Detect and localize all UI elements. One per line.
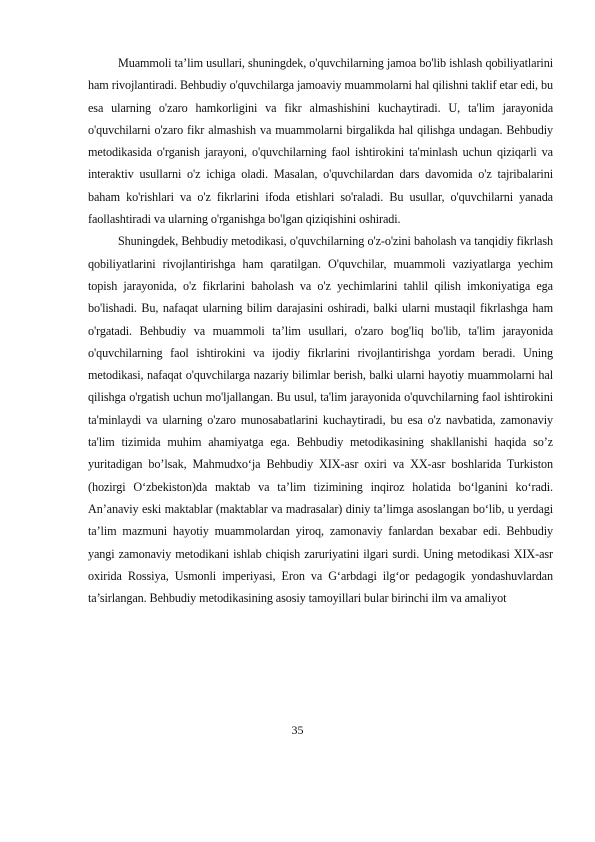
page-number: 35 (291, 723, 304, 737)
paragraph-2: Shuningdek, Behbudiy metodikasi, o'quvchilarning o'z-o'zini baholash va tanqidiy fikrlash qobiliyatlarini rivojlantirishga ham qaratilgan. O'quvchilar, muammoli vaziyatlarga yechim topish jarayonida, o'z fikrlarini baholash va o'z yechimlarini tahlil qilish imkoniyatiga ega bo'lishadi. Bu, nafaqat ularning bilim darajasini oshiradi, balki ularni mustaqil fikrlashga ham o'rgatadi. Behbudiy va muammoli ta’lim usullari, o'zaro bog'liq bo'lib, ta'lim jarayonida o'quvchilarning faol ishtirokini va ijodiy fikrlarini rivojlantirishga yordam beradi. Uning metodikasi, nafaqat o'quvchilarga nazariy bilimlar berish, balki ularni hayotiy muammolarni hal qilishga o'rgatish uchun mo'ljallangan. Bu usul, ta'lim jarayonida o'quvchilarning faol ishtirokini ta'minlaydi va ularning o'zaro munosabatlarini kuchaytiradi, bu esa o'z navbatida, zamonaviy ta'lim tizimida muhim ahamiyatga ega. Behbudiy metodikasining shakllanishi haqida so’z yuritadigan bo’lsak, Mahmudxo‘ja Behbudiy XIX-asr oxiri va XX-asr boshlarida Turkiston (hozirgi O‘zbekiston)da maktab va ta’lim tizimining inqiroz holatida bo‘lganini ko‘radi. An’anaviy eski maktablar (maktablar va madrasalar) diniy ta’limga asoslangan bo‘lib, u yerdagi ta’lim mazmuni hayotiy muammolardan yiroq, zamonaviy fanlardan bexabar edi. Behbudiy yangi zamonaviy metodikani ishlab chiqish zaruriyatini ilgari surdi. Uning metodikasi XIX-asr oxirida Rossiya, Usmonli imperiyasi, Eron va G‘arbdagi ilg‘or pedagogik yondashuvlardan ta’sirlangan. Behbudiy metodikasining asosiy tamoyillari bular birinchi ilm va amaliyot (88, 234, 553, 606)
paragraph-1: Muammoli ta’lim usullari, shuningdek, o'quvchilarning jamoa bo'lib ishlash qobiliyatlarini ham rivojlantiradi. Behbudiy o'quvchilarga jamoaviy muammolarni hal qilishni taklif etar edi, bu esa ularning o'zaro hamkorligini va fikr almashishini kuchaytiradi. U, ta'lim jarayonida o'quvchilarni o'zaro fikr almashish va muammolarni birgalikda hal qilishga undagan. Behbudiy metodikasida o'rganish jarayoni, o'quvchilarning faol ishtirokini ta'minlash uchun qiziqarli va interaktiv usullarni o'z ichiga oladi. Masalan, o'quvchilardan dars davomida o'z tajribalarini baham ko'rishlari va o'z fikrlarini ifoda etishlari so'raladi. Bu usullar, o'quvchilarni yanada faollashtiradi va ularning o'rganishga bo'lgan qiziqishini oshiradi. (88, 56, 553, 227)
body-text (88, 52, 553, 609)
